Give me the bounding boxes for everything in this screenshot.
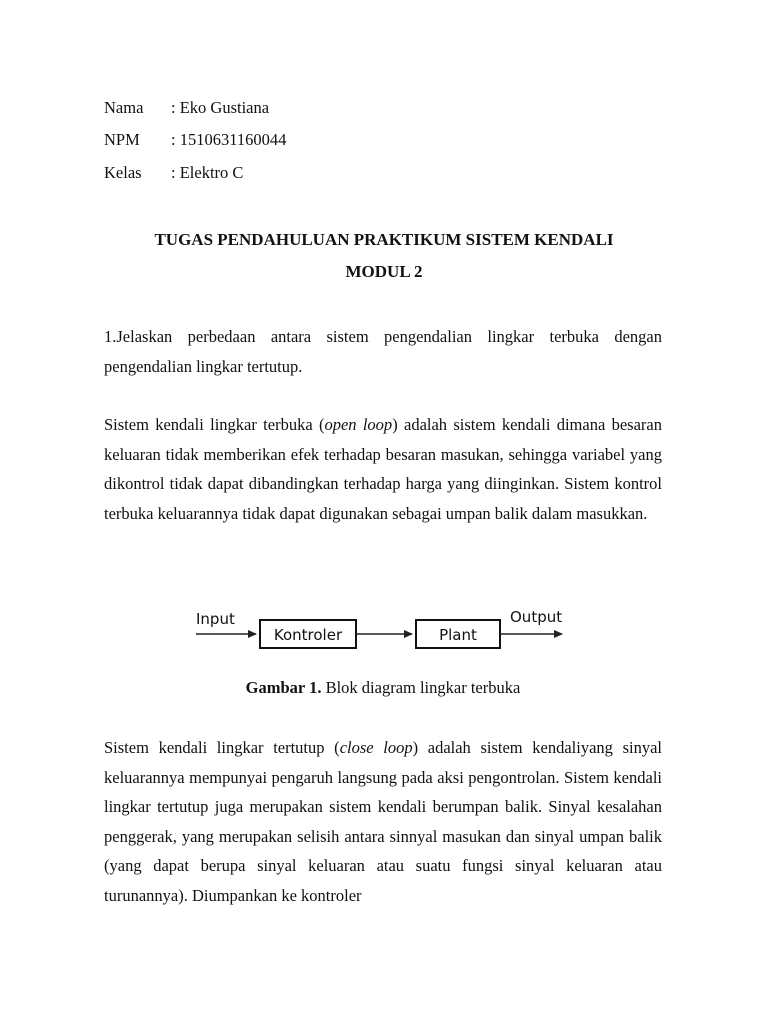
- caption-number: Gambar 1.: [245, 678, 322, 697]
- question-paragraph: 1.Jelaskan perbedaan antara sistem pengendalian lingkar terbuka dengan pengendalian lingkar tertutup.: [104, 327, 662, 376]
- open-loop-text-start: Sistem kendali lingkar terbuka (: [104, 415, 325, 434]
- close-loop-text-rest: ) adalah sistem kendaliyang sinyal keluarannya mempunyai pengaruh langsung pada aksi pengontrolan. Sistem kendali lingkar tertutup juga merupakan sistem kendali berumpan balik. Sinyal kesalahan penggerak, yang merupakan selisih antara sinnyal masukan dan sinyal umpan balik (yang dapat berupa sinyal keluaran atau suatu fungsi sinyal keluaran atau turunannya). Diumpankan ke kontroler: [104, 738, 662, 905]
- class-value: : Elektro C: [171, 163, 244, 182]
- close-loop-term: close loop: [339, 738, 413, 757]
- plant-label: Plant: [439, 626, 477, 644]
- open-loop-text-rest: ) adalah sistem kendali dimana besaran keluaran tidak memberikan efek terhadap besaran masukan, sehingga variabel yang dikontrol tidak dapat dibandingkan terhadap harga yang diinginkan. Sistem kontrol terbuka keluarannya tidak dapat digunakan sebagai umpan balik dalam masukkan.: [104, 415, 662, 523]
- kontroler-label: Kontroler: [273, 626, 343, 644]
- module-title: MODUL 2: [345, 262, 423, 281]
- open-loop-term: open loop: [324, 415, 393, 434]
- name-label: Nama: [104, 98, 144, 117]
- figure-caption: [104, 677, 662, 699]
- document-title: TUGAS PENDAHULUAN PRAKTIKUM SISTEM KENDALI: [154, 230, 614, 249]
- close-loop-paragraph: [104, 733, 662, 911]
- input-label: Input: [196, 610, 235, 628]
- output-label: Output: [510, 608, 563, 626]
- open-loop-block-diagram: [190, 598, 580, 658]
- caption-text: Blok diagram lingkar terbuka: [321, 678, 521, 697]
- name-value: : Eko Gustiana: [171, 98, 270, 117]
- class-label: Kelas: [104, 163, 142, 182]
- open-loop-paragraph: [104, 410, 662, 528]
- close-loop-text-start: Sistem kendali lingkar tertutup (: [104, 738, 340, 757]
- npm-label: NPM: [104, 130, 140, 149]
- npm-value: : 1510631160044: [171, 130, 287, 149]
